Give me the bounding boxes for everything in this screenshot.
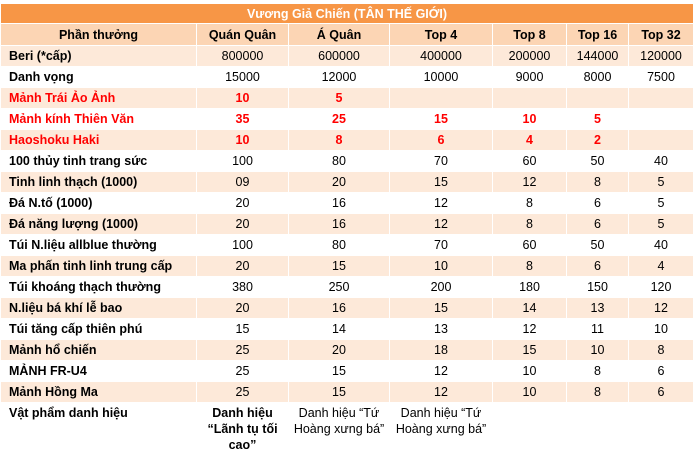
table-cell: 8 [289, 130, 390, 151]
table-cell: 5 [289, 88, 390, 109]
table-cell: 12 [493, 319, 567, 340]
table-cell: 25 [289, 109, 390, 130]
table-cell: 09 [197, 172, 289, 193]
table-cell [629, 130, 693, 151]
table-cell: 20 [197, 298, 289, 319]
table-cell: 80 [289, 235, 390, 256]
table-cell: 8 [493, 214, 567, 235]
table-cell: 25 [197, 382, 289, 403]
table-cell: 15 [289, 256, 390, 277]
row-label: Đá năng lượng (1000) [1, 214, 197, 235]
table-cell: 380 [197, 277, 289, 298]
table-cell: 15 [390, 298, 493, 319]
table-cell: 4 [629, 256, 693, 277]
table-cell: 14 [289, 319, 390, 340]
table-cell: 60 [493, 235, 567, 256]
table-cell [629, 403, 693, 454]
table-cell: 12000 [289, 67, 390, 88]
table-cell: 6 [567, 214, 629, 235]
table-cell [567, 403, 629, 454]
rewards-table-body [1, 4, 693, 454]
table-cell: 12 [493, 172, 567, 193]
table-cell: 144000 [567, 46, 629, 67]
table-cell [629, 88, 693, 109]
row-label: 100 thủy tinh trang sức [1, 151, 197, 172]
table-cell: 50 [567, 235, 629, 256]
header-cell: Quán Quân [197, 24, 289, 46]
table-cell: 25 [197, 340, 289, 361]
table-cell: 18 [390, 340, 493, 361]
table-row [1, 88, 693, 109]
row-label: MẢNH FR-U4 [1, 361, 197, 382]
table-cell: 6 [390, 130, 493, 151]
table-cell: 9000 [493, 67, 567, 88]
table-cell: 250 [289, 277, 390, 298]
table-cell: 20 [289, 340, 390, 361]
table-row [1, 151, 693, 172]
table-row [1, 193, 693, 214]
header-cell: Top 4 [390, 24, 493, 46]
table-cell: 8 [629, 340, 693, 361]
table-cell: 16 [289, 214, 390, 235]
table-cell: 200000 [493, 46, 567, 67]
table-title-row [1, 4, 693, 24]
row-label: N.liệu bá khí lễ bao [1, 298, 197, 319]
row-label: Mảnh Hồng Ma [1, 382, 197, 403]
table-cell: 6 [567, 256, 629, 277]
table-cell: 120000 [629, 46, 693, 67]
table-cell: 5 [629, 172, 693, 193]
table-cell: 10000 [390, 67, 493, 88]
table-cell: 6 [567, 193, 629, 214]
table-cell: 2 [567, 130, 629, 151]
header-cell: Phần thưởng [1, 24, 197, 46]
header-cell: Top 8 [493, 24, 567, 46]
header-cell: Top 32 [629, 24, 693, 46]
table-cell: 4 [493, 130, 567, 151]
table-cell: 25 [197, 361, 289, 382]
table-cell: 15000 [197, 67, 289, 88]
table-cell: 60 [493, 151, 567, 172]
table-cell: 14 [493, 298, 567, 319]
table-cell: 12 [390, 361, 493, 382]
row-label: Mảnh Trái Ảo Ảnh [1, 88, 197, 109]
table-row [1, 235, 693, 256]
table-cell: 70 [390, 235, 493, 256]
row-label: Vật phẩm danh hiệu [1, 403, 197, 454]
table-cell: 7500 [629, 67, 693, 88]
header-cell: Á Quân [289, 24, 390, 46]
row-label: Túi N.liệu allblue thường [1, 235, 197, 256]
row-label: Túi khoáng thạch thường [1, 277, 197, 298]
table-cell: 120 [629, 277, 693, 298]
table-row [1, 277, 693, 298]
table-cell: 20 [289, 172, 390, 193]
table-cell: 100 [197, 151, 289, 172]
table-cell: 6 [629, 382, 693, 403]
table-cell: 180 [493, 277, 567, 298]
table-cell: 80 [289, 151, 390, 172]
table-row [1, 319, 693, 340]
table-cell: 6 [629, 361, 693, 382]
table-cell: 10 [629, 319, 693, 340]
table-cell [390, 88, 493, 109]
table-cell: 8 [493, 193, 567, 214]
table-cell: 600000 [289, 46, 390, 67]
table-cell: 10 [197, 88, 289, 109]
table-cell [629, 109, 693, 130]
table-title: Vương Giả Chiến (TÂN THẾ GIỚI) [1, 4, 693, 24]
table-cell: 20 [197, 193, 289, 214]
table-cell [567, 88, 629, 109]
table-cell: 10 [567, 340, 629, 361]
table-cell: 100 [197, 235, 289, 256]
table-cell: 16 [289, 193, 390, 214]
table-cell: 10 [493, 382, 567, 403]
table-cell [493, 88, 567, 109]
table-row [1, 298, 693, 319]
row-label: Beri (*cấp) [1, 46, 197, 67]
header-row [1, 24, 693, 46]
table-cell: 10 [493, 361, 567, 382]
table-row [1, 340, 693, 361]
table-cell: 12 [390, 214, 493, 235]
table-cell: 15 [197, 319, 289, 340]
row-label: Mảnh kính Thiên Văn [1, 109, 197, 130]
table-cell: 12 [390, 193, 493, 214]
table-cell: 12 [390, 382, 493, 403]
table-cell: 20 [197, 214, 289, 235]
table-row [1, 130, 693, 151]
table-row [1, 382, 693, 403]
table-cell: Danh hiệu “Lãnh tụ tối cao” [197, 403, 289, 454]
table-cell: 10 [493, 109, 567, 130]
table-cell: 40 [629, 151, 693, 172]
table-row [1, 109, 693, 130]
table-cell: 40 [629, 235, 693, 256]
table-row [1, 361, 693, 382]
table-cell: 8 [567, 172, 629, 193]
row-label: Danh vọng [1, 67, 197, 88]
table-cell: 15 [390, 109, 493, 130]
table-cell: 5 [567, 109, 629, 130]
row-label: Haoshoku Haki [1, 130, 197, 151]
table-cell: 150 [567, 277, 629, 298]
table-cell: 10 [390, 256, 493, 277]
table-cell: 20 [197, 256, 289, 277]
row-label: Túi tăng cấp thiên phú [1, 319, 197, 340]
rewards-table [0, 3, 693, 454]
table-cell: 5 [629, 214, 693, 235]
table-cell: 15 [390, 172, 493, 193]
table-cell: Danh hiệu “Tứ Hoàng xưng bá” [390, 403, 493, 454]
table-cell: 50 [567, 151, 629, 172]
table-cell: 12 [629, 298, 693, 319]
table-cell: 10 [197, 130, 289, 151]
table-cell: 70 [390, 151, 493, 172]
table-cell: 800000 [197, 46, 289, 67]
table-cell: 15 [289, 361, 390, 382]
table-row [1, 403, 693, 454]
table-cell: 200 [390, 277, 493, 298]
row-label: Đá N.tố (1000) [1, 193, 197, 214]
table-cell: 16 [289, 298, 390, 319]
table-row [1, 256, 693, 277]
table-cell: 13 [567, 298, 629, 319]
row-label: Mảnh hổ chiến [1, 340, 197, 361]
table-row [1, 46, 693, 67]
row-label: Tinh linh thạch (1000) [1, 172, 197, 193]
table-cell: 15 [289, 382, 390, 403]
table-cell: 8 [493, 256, 567, 277]
header-cell: Top 16 [567, 24, 629, 46]
table-cell: 5 [629, 193, 693, 214]
table-row [1, 214, 693, 235]
table-cell: 400000 [390, 46, 493, 67]
table-cell [493, 403, 567, 454]
table-cell: 35 [197, 109, 289, 130]
table-row [1, 67, 693, 88]
row-label: Ma phấn tinh linh trung cấp [1, 256, 197, 277]
table-row [1, 172, 693, 193]
table-cell: 15 [493, 340, 567, 361]
table-cell: 13 [390, 319, 493, 340]
table-cell: Danh hiệu “Tứ Hoàng xưng bá” [289, 403, 390, 454]
table-cell: 8 [567, 382, 629, 403]
table-cell: 8000 [567, 67, 629, 88]
table-cell: 11 [567, 319, 629, 340]
table-cell: 8 [567, 361, 629, 382]
